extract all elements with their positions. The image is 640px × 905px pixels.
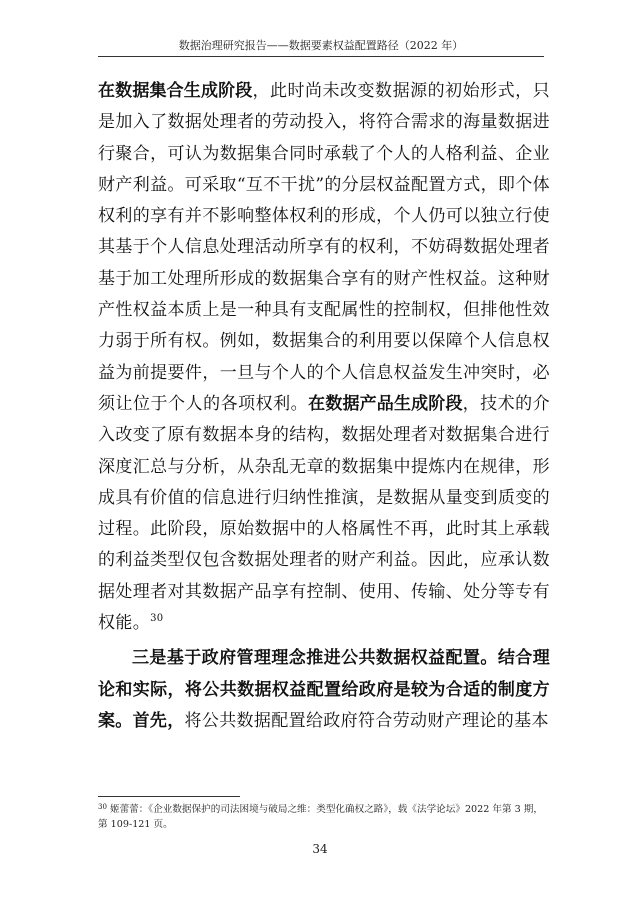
footnote-divider	[98, 796, 240, 797]
footnote-text: 姬蕾蕾：《企业数据保护的司法困境与破局之维：类型化确权之路》，载《法学论坛》2022 年第 3 期，第 109-121 页。	[98, 804, 543, 830]
bold-heading-product-stage: 在数据产品生成阶段	[308, 393, 463, 414]
running-header: 数据治理研究报告——数据要素权益配置路径（2022 年）	[178, 39, 464, 52]
page-number: 34	[312, 842, 328, 856]
bold-heading-public-data: 三是基于政府管理理念推进公共数据权益配置。结合理论和实际，将公共数据权益配置给政府是较为合适的制度方案。首先，	[98, 648, 550, 731]
paragraph-public-data	[98, 643, 550, 737]
body-text	[98, 76, 550, 737]
bold-heading-dataset-stage: 在数据集合生成阶段	[98, 81, 253, 101]
header-divider	[98, 56, 544, 57]
paragraph-text: 将公共数据配置给政府符合劳动财产理论的基本	[184, 710, 549, 731]
footnote	[98, 802, 550, 832]
footnote-number: 30	[98, 803, 107, 811]
footnote-reference[interactable]: 30	[150, 613, 164, 625]
paragraph-text: ，技术的介入改变了原有数据本身的结构，数据处理者对数据集合进行深度汇总与分析，从杂乱无章的数据集中提炼内在规律，形成具有价值的信息进行归纳性推演，是数据从量变到质变的过程。此阶段，原始数据中的人格属性不再，此时其上承载的利益类型仅包含数据处理者的财产利益。因此，应承认数据处理者对其数据产品享有控制、使用、传输、处分等专有权能。	[98, 393, 551, 634]
paragraph-text: ，此时尚未改变数据源的初始形式，只是加入了数据处理者的劳动投入，将符合需求的海量数据进行聚合，可认为数据集合同时承载了个人的人格利益、企业财产利益。可采取“互不干扰”的分层权益配置方式，即个体权利的享有并不影响整体权利的形成，个人仍可以独立行使其基于个人信息处理活动所享有的权利，不妨碍数据处理者基于加工处理所形成的数据集合享有的财产性权益。这种财产性权益本质上是一种具有支配属性的控制权，但排他性效力弱于所有权。例如，数据集合的利用要以保障个人信息权益为前提要件，一旦与个人的个人信息权益发生冲突时，必须让位于个人的各项权利。	[98, 81, 551, 414]
paragraph-data-stages	[98, 76, 550, 639]
